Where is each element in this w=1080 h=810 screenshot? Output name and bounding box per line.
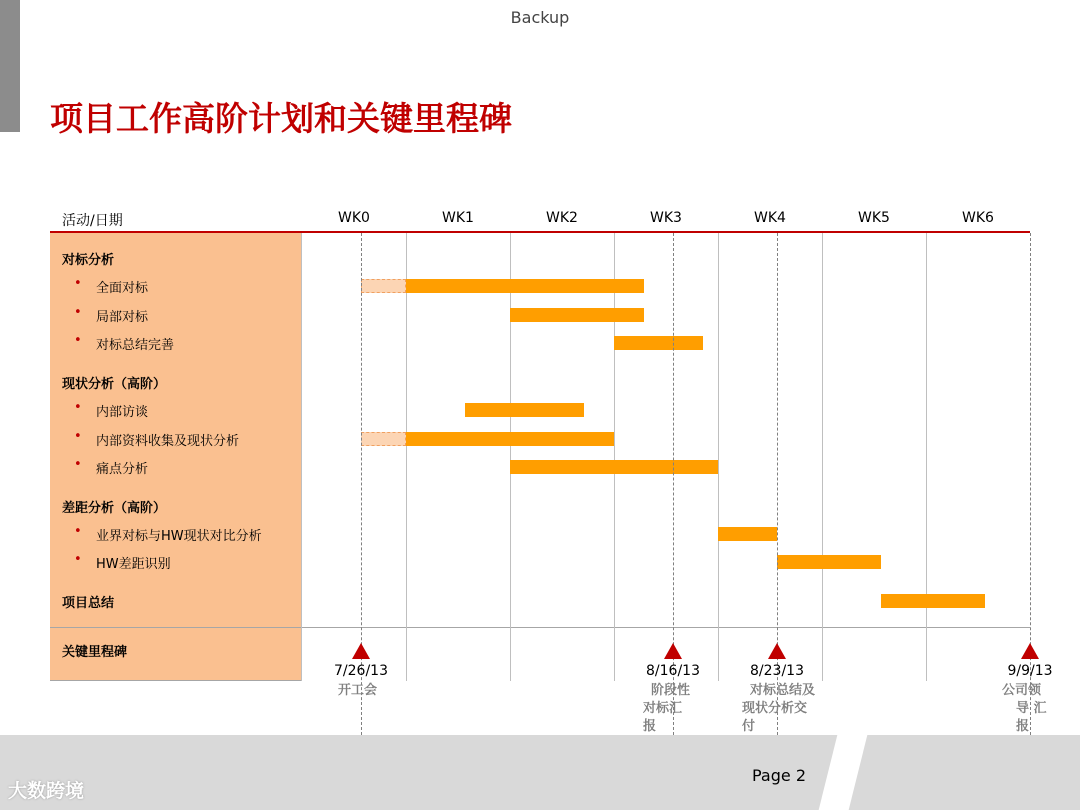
panel-bottom-line (50, 680, 302, 681)
group-label: 差距分析（高阶） (62, 501, 167, 516)
task-bar (881, 594, 985, 608)
week-header-wk0: WK0 (338, 210, 370, 226)
milestone-date: 8/23/13 (750, 663, 804, 679)
activity-label: 痛点分析 (96, 462, 149, 477)
column-header: 活动/日期 (62, 213, 123, 229)
activity-label: 内部访谈 (96, 405, 149, 420)
page-title: 项目工作高阶计划和关键里程碑 (50, 99, 512, 138)
milestone-marker-icon (664, 643, 682, 659)
week-header-wk5: WK5 (858, 210, 890, 226)
task-bar (510, 460, 718, 474)
row-bullet: • (74, 552, 82, 567)
week-gridline (926, 233, 927, 681)
week-header-wk2: WK2 (546, 210, 578, 226)
milestone-note: 开工会 (338, 683, 378, 698)
task-bar (510, 308, 644, 322)
row-bullet: • (74, 400, 82, 415)
week-header-wk3: WK3 (650, 210, 682, 226)
milestone-note: 阶段性 对标汇 报 (643, 683, 691, 734)
tentative-bar (361, 432, 406, 446)
activity-label-panel (50, 233, 302, 681)
week-header-wk4: WK4 (754, 210, 786, 226)
milestone-note: 公司领 导 汇 报 (1002, 683, 1047, 734)
milestone-dashed-line (361, 233, 362, 735)
milestone-date: 7/26/13 (334, 663, 388, 679)
task-bar (406, 279, 644, 293)
row-bullet: • (74, 333, 82, 348)
footer-band (0, 735, 1080, 810)
panel-right-gridline (301, 233, 302, 681)
task-bar (614, 336, 703, 350)
task-bar (465, 403, 584, 417)
row-bullet: • (74, 305, 82, 320)
week-header-wk1: WK1 (442, 210, 474, 226)
page-number: Page 2 (752, 766, 806, 785)
milestone-marker-icon (352, 643, 370, 659)
row-bullet: • (74, 276, 82, 291)
week-header-wk6: WK6 (962, 210, 994, 226)
milestone-date: 9/9/13 (1007, 663, 1053, 679)
milestone-marker-icon (768, 643, 786, 659)
row-bullet: • (74, 524, 82, 539)
milestone-dashed-line (777, 233, 778, 735)
milestone-note: 对标总结及 现状分析交 付 (742, 683, 816, 734)
task-bar (777, 555, 881, 569)
week-gridline (510, 233, 511, 681)
group-label: 现状分析（高阶） (62, 377, 167, 392)
task-bar (406, 432, 614, 446)
activity-label: 对标总结完善 (96, 338, 175, 353)
activity-label: 全面对标 (96, 281, 149, 296)
header-divider (50, 231, 1030, 233)
group-label: 对标分析 (62, 253, 115, 268)
tentative-bar (361, 279, 406, 293)
activity-label: 业界对标与HW现状对比分析 (96, 529, 262, 544)
week-gridline (822, 233, 823, 681)
activity-label: 局部对标 (96, 310, 149, 325)
backup-label: Backup (510, 8, 570, 27)
milestone-row-label: 关键里程碑 (62, 645, 128, 660)
milestone-date: 8/16/13 (646, 663, 700, 679)
activity-label: 内部资料收集及现状分析 (96, 434, 240, 449)
task-bar (718, 527, 777, 541)
milestone-separator (50, 627, 1030, 628)
week-gridline (406, 233, 407, 681)
row-bullet: • (74, 429, 82, 444)
week-gridline (718, 233, 719, 681)
milestone-dashed-line (1030, 233, 1031, 735)
row-bullet: • (74, 457, 82, 472)
group-label: 项目总结 (62, 596, 115, 611)
activity-label: HW差距识别 (96, 557, 171, 572)
milestone-marker-icon (1021, 643, 1039, 659)
milestone-dashed-line (673, 233, 674, 735)
week-gridline (614, 233, 615, 681)
watermark-logo: 大数跨境 (8, 780, 85, 802)
